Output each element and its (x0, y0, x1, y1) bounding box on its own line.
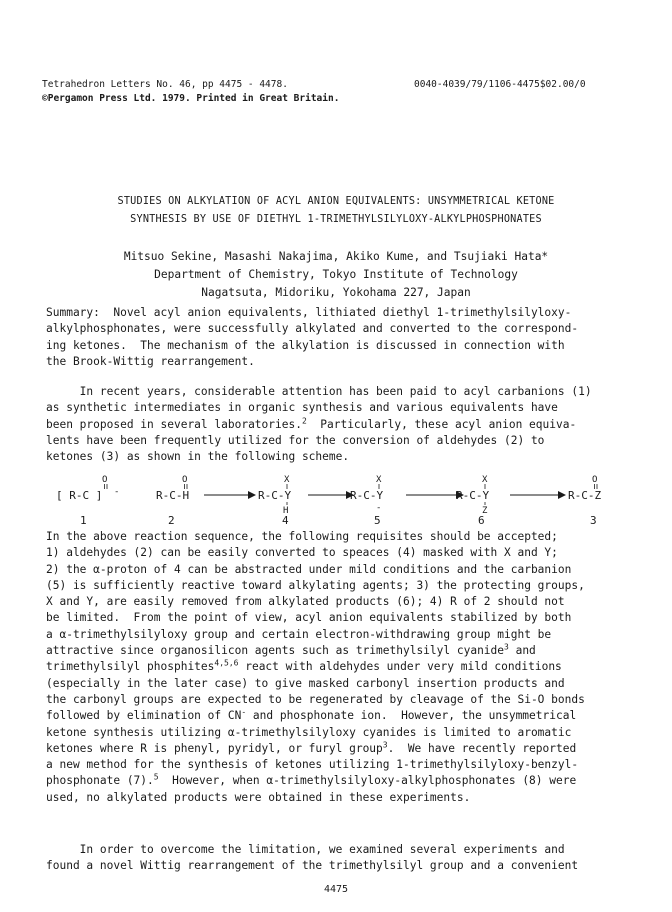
body-line (46, 643, 630, 659)
closing-line: found a novel Wittig rearrangement of the trimethylsilyl group and a convenient (46, 859, 579, 873)
summary-line: ing ketones. The mechanism of the alkylation is discussed in connection with (46, 338, 565, 352)
body-line (46, 659, 630, 675)
summary-line: Summary: Novel acyl anion equivalents, lithiated diethyl 1-trimethylsilyloxy- (46, 306, 572, 319)
body-line: In the above reaction sequence, the following requisites should be accepted; (46, 530, 558, 543)
body-text: . We have recently reported (387, 741, 577, 755)
body-line: used, no alkylated products were obtained in these experiments. (46, 790, 471, 804)
intro-line: lents have been frequently utilized for the conversion of aldehydes (2) to (46, 433, 545, 447)
body-line: 2) the α-proton of 4 can be abstracted under mild conditions and the carbanion (46, 562, 572, 576)
body-text: and (508, 644, 536, 658)
scheme-x-6: X (482, 475, 488, 485)
intro-line-text: Particularly, these acyl anion equiva- (306, 417, 577, 431)
scheme-species-1: [ R-C ] (56, 489, 103, 502)
author-list: Mitsuo Sekine, Masashi Nakajima, Akiko Kume, and Tsujiaki Hata* (123, 250, 549, 263)
reaction-scheme (56, 474, 616, 532)
intro-line: as synthetic intermediates in organic synthesis and various equivalents have (46, 401, 558, 415)
body-line: ketone synthesis utilizing α-trimethylsilyloxy cyanides is limited to aromatic (46, 725, 572, 739)
body-text: trimethylsilyl phosphites (46, 660, 215, 674)
scheme-label-1: 1 (80, 514, 87, 527)
scheme-minus-1: - (114, 487, 120, 497)
scheme-x-4: X (284, 475, 290, 485)
body-text: react with aldehydes under very mild conditions (238, 660, 562, 674)
intro-line-text: been proposed in several laboratories. (46, 417, 302, 431)
intro-line: ketones (3) as shown in the following scheme. (46, 450, 350, 464)
scheme-x-5: X (376, 475, 382, 485)
scheme-label-3: 3 (590, 514, 597, 527)
article-title-line-2: SYNTHESIS BY USE OF DIETHYL 1-TRIMETHYLSILYLOXY-ALKYLPHOSPHONATES (130, 214, 542, 225)
body-text: ketones where R is phenyl, pyridyl, or furyl group (46, 741, 383, 755)
reference-superscript: 5 (153, 772, 159, 782)
reference-superscript: 2 (301, 415, 307, 425)
body-text: However, when α-trimethylsilyloxy-alkylphosphonates (8) were (158, 774, 577, 788)
scheme-oxygen-2: O (182, 475, 188, 485)
scheme-species-3: R-C-Z (568, 489, 602, 502)
scheme-label-6: 6 (478, 514, 485, 527)
journal-citation: Tetrahedron Letters No. 46, pp 4475 - 4478. (42, 79, 288, 90)
scheme-species-5: R-C-Y (350, 489, 384, 502)
scheme-label-2: 2 (168, 514, 175, 527)
body-line: 1) aldehydes (2) can be easily converted to speaces (4) masked with X and Y; (46, 546, 558, 560)
intro-line (46, 417, 630, 433)
summary-line: the Brook-Wittig rearrangement. (46, 354, 255, 368)
scheme-species-6: R-C-Y (456, 489, 490, 502)
scheme-species-4: R-C-Y (258, 489, 292, 502)
scheme-h-4: H (283, 506, 289, 516)
scheme-minus-5: - (376, 503, 382, 513)
reference-superscript: 3 (504, 642, 509, 652)
body-line: X and Y, are easily removed from alkylated products (6); 4) R of 2 should not (46, 595, 565, 609)
scheme-species-2: R-C-H (156, 489, 190, 502)
scheme-oxygen-1: O (102, 475, 108, 485)
closing-paragraph (46, 842, 630, 875)
body-line: be limited. From the point of view, acyl anion equivalents stabilized by both (46, 611, 572, 625)
body-line: (especially in the later case) to give masked carbonyl insertion products and (46, 676, 565, 690)
scheme-label-5: 5 (374, 514, 381, 527)
body-line (46, 708, 630, 724)
body-line: a α-trimethylsilyloxy group and certain electron-withdrawing group might be (46, 627, 552, 641)
page-number: 4475 (323, 884, 349, 895)
journal-header (42, 78, 339, 106)
scheme-z-6: Z (482, 506, 488, 516)
scheme-oxygen-3: O (592, 475, 598, 485)
body-line: the carbonyl groups are expected to be regenerated by cleavage of the Si-O bonds (46, 692, 585, 706)
body-line: (5) is sufficiently reactive toward alkylating agents; 3) the protecting groups, (46, 578, 585, 592)
copyright-line: ©Pergamon Press Ltd. 1979. Printed in Great Britain. (42, 93, 340, 104)
reference-superscript: 4,5,6 (214, 658, 239, 668)
article-title-line-1: STUDIES ON ALKYLATION OF ACYL ANION EQUIVALENTS: UNSYMMETRICAL KETONE (117, 196, 555, 207)
body-text: and phosphonate ion. However, the unsymmetrical (246, 709, 577, 723)
summary-line: alkylphosphonates, were successfully alkylated and converted to the correspond- (46, 322, 579, 336)
charge-superscript: - (241, 707, 247, 717)
scheme-label-4: 4 (282, 514, 289, 527)
body-line (46, 773, 630, 789)
department: Department of Chemistry, Tokyo Institute of Technology (154, 268, 518, 281)
body-text: phosphonate (7). (46, 774, 154, 788)
summary-paragraph (46, 305, 630, 370)
body-text: attractive since organosilicon agents such as trimethylsilyl cyanide (46, 644, 505, 658)
intro-line: In recent years, considerable attention has been paid to acyl carbanions (1) (46, 385, 592, 398)
reference-superscript: 3 (382, 740, 388, 750)
requisites-paragraph (46, 529, 630, 806)
body-text: followed by elimination of CN (46, 709, 242, 723)
article-code: 0040-4039/79/1106-4475$02.00/0 (414, 79, 586, 90)
intro-paragraph (46, 384, 630, 465)
closing-line: In order to overcome the limitation, we examined several experiments and (46, 843, 565, 856)
body-line: a new method for the synthesis of ketones utilizing 1-trimethylsilyloxy-benzyl- (46, 758, 579, 772)
body-line (46, 741, 630, 757)
address: Nagatsuta, Midoriku, Yokohama 227, Japan (201, 286, 471, 299)
